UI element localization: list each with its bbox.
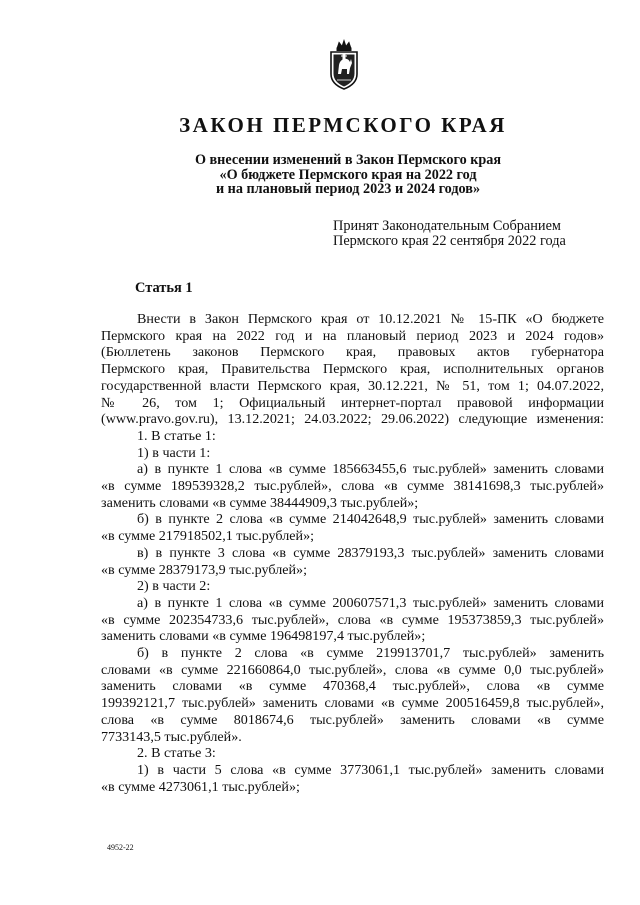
body-line: а) в пункте 1 слова «в сумме 185663455,6 тыс.рублей» заменить словами — [137, 461, 604, 478]
body-line: 1) в части 5 слова «в сумме 3773061,1 тыс.рублей» заменить словами — [137, 761, 604, 778]
body-line: № 26, том 1; Официальный интернет-портал правовой информации — [101, 394, 604, 411]
body-line: «в сумме 28379173,9 тыс.рублей»; — [101, 561, 307, 578]
subtitle-line: и на плановый период 2023 и 2024 годов» — [215, 181, 481, 197]
document-title: ЗАКОН ПЕРМСКОГО КРАЯ — [179, 113, 507, 137]
body-line: 1) в части 1: — [137, 444, 211, 461]
body-line: б) в пункте 2 слова «в сумме 214042648,9 тыс.рублей» заменить словами — [137, 511, 604, 528]
body-line: б) в пункте 2 слова «в сумме 219913701,7 тыс.рублей» заменить — [137, 645, 604, 662]
body-line: 7733143,5 тыс.рублей». — [101, 728, 242, 745]
subtitle-line: «О бюджете Пермского края на 2022 год — [219, 166, 477, 183]
adoption-line: Пермского края 22 сентября 2022 года — [333, 232, 566, 249]
body-line: 1. В статье 1: — [137, 427, 216, 444]
body-line: (www.pravo.gov.ru), 13.12.2021; 24.03.2022; 29.06.2022) следующие изменения: — [101, 411, 604, 428]
body-line: Внести в Закон Пермского края от 10.12.2021 № 15-ПК «О бюджете — [137, 311, 604, 327]
body-line: в) в пункте 3 слова «в сумме 28379193,3 тыс.рублей» заменить словами — [137, 544, 604, 561]
body-line: Пермского края, Правительства Пермского края, исполнительных органов — [101, 361, 604, 378]
body-line: Пермского края на 2022 год и на плановый период 2023 и 2024 годов» — [101, 327, 604, 344]
body-line: государственной власти Пермского края, 30.12.221, № 51, том 1; 04.07.2022, — [101, 377, 604, 394]
subtitle-line: О внесении изменений в Закон Пермского края — [194, 152, 502, 168]
body-line: «в сумме 189539328,2 тыс.рублей», слова «в сумме 38141698,3 тыс.рублей» — [101, 478, 604, 495]
body-line: «в сумме 4273061,1 тыс.рублей»; — [101, 778, 300, 795]
body-line: 199392121,7 тыс.рублей» заменить словами «в сумме 200516459,8 тыс.рублей», — [101, 695, 604, 712]
article-body — [101, 311, 604, 795]
body-line: 2) в части 2: — [137, 578, 211, 595]
body-line: 2. В статье 3: — [137, 745, 216, 762]
body-line: «в сумме 217918502,1 тыс.рублей»; — [101, 528, 315, 545]
body-line: а) в пункте 1 слова «в сумме 200607571,3 тыс.рублей» заменить словами — [137, 594, 604, 611]
document-code: 4952-22 — [107, 843, 134, 852]
body-line: словами «в сумме 221660864,0 тыс.рублей», слова «в сумме 0,0 тыс.рублей» — [101, 661, 604, 678]
body-line: заменить словами «в сумме 470368,4 тыс.рублей», слова «в сумме — [101, 678, 604, 695]
article-heading: Статья 1 — [135, 280, 193, 296]
body-line: (Бюллетень законов Пермского края, правовых актов губернатора — [101, 344, 604, 361]
body-line: заменить словами «в сумме 196498197,4 тыс.рублей»; — [101, 628, 426, 645]
adoption-note — [333, 219, 603, 248]
document-subtitle — [180, 153, 516, 197]
body-line: «в сумме 202354733,6 тыс.рублей», слова «в сумме 195373859,3 тыс.рублей» — [101, 611, 604, 628]
adoption-line: Принят Законодательным Собранием — [333, 218, 561, 234]
body-line: слова «в сумме 8018674,6 тыс.рублей» заменить словами «в сумме — [101, 711, 604, 728]
body-line: заменить словами «в сумме 38444909,3 тыс.рублей»; — [101, 494, 419, 511]
perm-krai-coat-of-arms-icon — [327, 38, 361, 92]
